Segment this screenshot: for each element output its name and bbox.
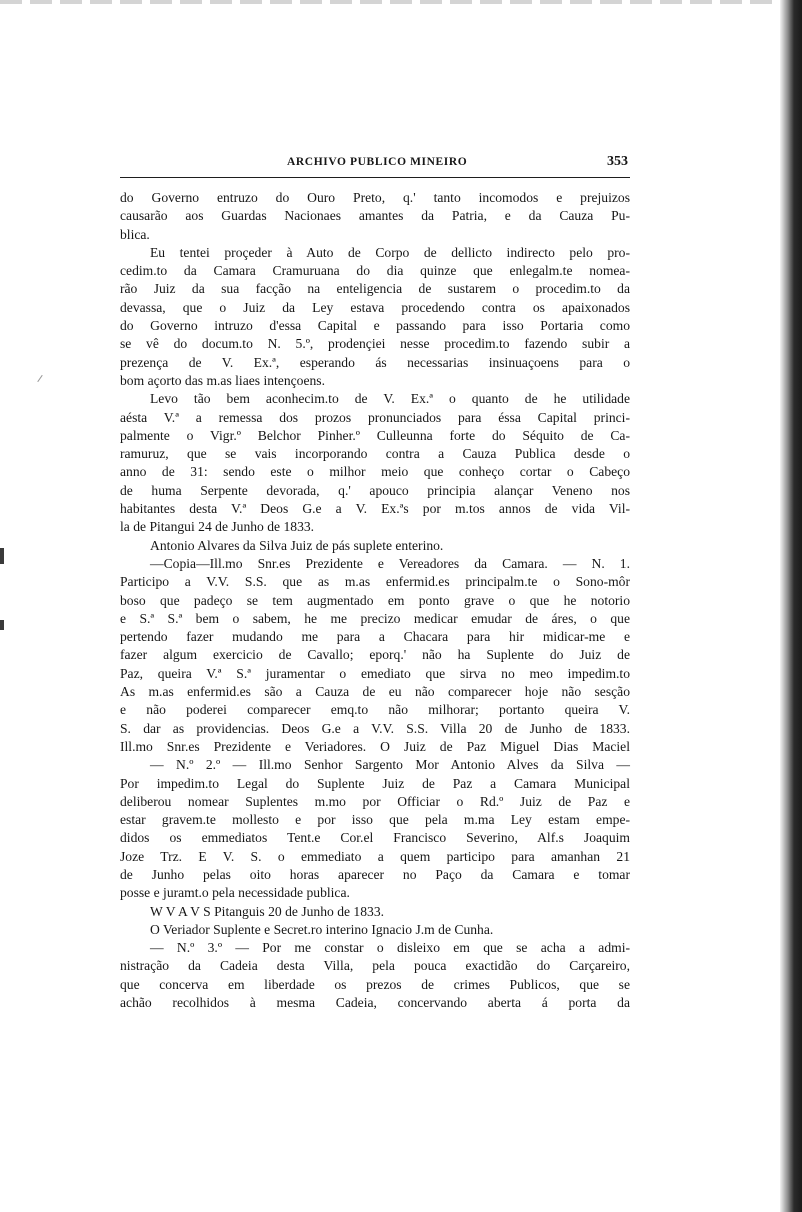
text-line: O Veriador Suplente e Secret.ro interino Ignacio J.m de Cunha.: [150, 921, 494, 937]
text-line: fazer algum exercicio de Cavallo; eporq.' não ha Suplente do Juiz de: [120, 647, 630, 663]
text-line: rão Juiz da sua facção na enteligencia de sustarem o procedim.to da: [120, 281, 630, 297]
body-text: [120, 189, 630, 1012]
text-line: W V A V S Pitanguis 20 de Junho de 1833.: [150, 903, 385, 919]
book-page: [120, 152, 630, 1012]
text-line: Joze Trz. E V. S. o emmediato a quem participo para amanhan 21: [120, 848, 630, 864]
text-line: —Copia—Ill.mo Snr.es Prezidente e Vereadores da Camara. — N. 1.: [150, 555, 630, 571]
text-line: achão recolhidos à mesma Cadeia, concervando aberta á porta da: [120, 995, 630, 1011]
text-line: boso que padeço se tem augmentado em ponto grave o que he notorio: [120, 592, 630, 608]
scan-margin-mark: [0, 548, 4, 564]
text-line: — N.º 3.º — Por me constar o disleixo em que se acha a admi-: [150, 940, 630, 956]
text-line: e não poderei comparecer emq.to não milhorar; portanto queira V.: [120, 702, 630, 718]
scan-edge-top: [0, 0, 802, 4]
running-head: [120, 152, 630, 174]
text-line: nistração da Cadeia desta Villa, pela pouca exactidão do Carçareiro,: [120, 958, 630, 974]
text-line: bom açorto das m.as liaes intençoens.: [120, 372, 325, 388]
scan-margin-mark: [0, 620, 4, 630]
text-line: deliberou nomear Suplentes m.mo por Officiar o Rd.º Juiz de Paz e: [120, 793, 630, 809]
text-line: devassa, que o Juiz da Ley estava procedendo contra os apaixonados: [120, 299, 630, 315]
text-line: Eu tentei proçeder à Auto de Corpo de dellicto indirecto pelo pro-: [150, 244, 630, 260]
text-line: do Governo intruzo d'essa Capital e passando para isso Portaria como: [120, 318, 630, 334]
text-line: la de Pitangui 24 de Junho de 1833.: [120, 519, 315, 535]
text-line: se vê do docum.to N. 5.º, prodençiei nesse procedim.to fazendo subir a: [120, 336, 630, 352]
text-line: Levo tão bem aconhecim.to de V. Ex.ª o quanto de he utilidade: [150, 391, 630, 407]
text-line: — N.º 2.º — Ill.mo Senhor Sargento Mor Antonio Alves da Silva —: [150, 757, 630, 773]
running-title: ARCHIVO PUBLICO MINEIRO: [287, 156, 468, 168]
text-line: Ill.mo Snr.es Prezidente e Veriadores. O Juiz de Paz Miguel Dias Maciel: [120, 738, 630, 754]
text-line: posse e juramt.o pela necessidade publica.: [120, 885, 350, 901]
text-line: S. dar as providencias. Deos G.e a V.V. S.S. Villa 20 de Junho de 1833.: [120, 720, 630, 736]
scan-binding-shadow: [780, 0, 802, 1212]
text-line: de huma Serpente devorada, q.' apouco principia alançar Veneno nos: [120, 482, 630, 498]
text-line: aésta V.ª a remessa dos prozos pronunciados para éssa Capital princi-: [120, 409, 630, 425]
text-line: estar gravem.te mollesto e por isso que pela m.ma Ley estam empe-: [120, 812, 630, 828]
text-line: prezença de V. Ex.ª, esperando ás necessarias insinuaçoens para o: [120, 354, 630, 370]
text-line: e S.ª S.ª bem o sabem, he me precizo medicar emudar de áres, o que: [120, 610, 630, 626]
text-line: Antonio Alvares da Silva Juiz de pás suplete enterino.: [150, 537, 444, 553]
text-line: blica.: [120, 226, 150, 242]
text-line: palmente o Vigr.º Belchor Pinher.º Culleunna forte do Séquito de Ca-: [120, 427, 630, 443]
text-line: As m.as enfermid.es são a Cauza de eu não comparecer hoje não sesção: [120, 684, 630, 700]
text-line: de Junho pelas oito horas aparecer no Paço da Camara e tomar: [120, 866, 630, 882]
header-rule: [120, 177, 630, 178]
text-line: anno de 31: sendo este o milhor meio que conheço cortar o Cabeço: [120, 464, 630, 480]
text-line: Por impedim.to Legal do Suplente Juiz de Paz a Camara Municipal: [120, 775, 630, 791]
text-line: Participo a V.V. S.S. que as m.as enfermid.es principalm.te o Sono-môr: [120, 574, 630, 590]
text-line: habitantes desta V.ª Deos G.e a V. Ex.ªs por m.tos annos de vida Vil-: [120, 501, 630, 517]
page-number: 353: [607, 154, 628, 169]
margin-pencil-mark: [37, 375, 42, 382]
text-line: cedim.to da Camara Cramuruana do dia quinze que enlegalm.te nomea-: [120, 263, 630, 279]
text-line: causarão aos Guardas Nacionaes amantes da Patria, e da Cauza Pu-: [120, 208, 630, 224]
text-line: pertendo fazer mudando me para a Chacara para hir midicar-me e: [120, 629, 630, 645]
text-line: do Governo entruzo do Ouro Preto, q.' tanto incomodos e prejuizos: [120, 190, 630, 205]
text-line: ramuruz, que se vais incorporando contra a Cauza Publica desde o: [120, 446, 630, 462]
text-line: didos os emmediatos Tent.e Cor.el Francisco Severino, Alf.s Joaquim: [120, 830, 630, 846]
text-line: Paz, queira V.ª S.ª juramentar o emediato que sirva no meo impedim.to: [120, 665, 630, 681]
text-line: que concerva em liberdade os prezos de crimes Publicos, que se: [120, 976, 630, 992]
